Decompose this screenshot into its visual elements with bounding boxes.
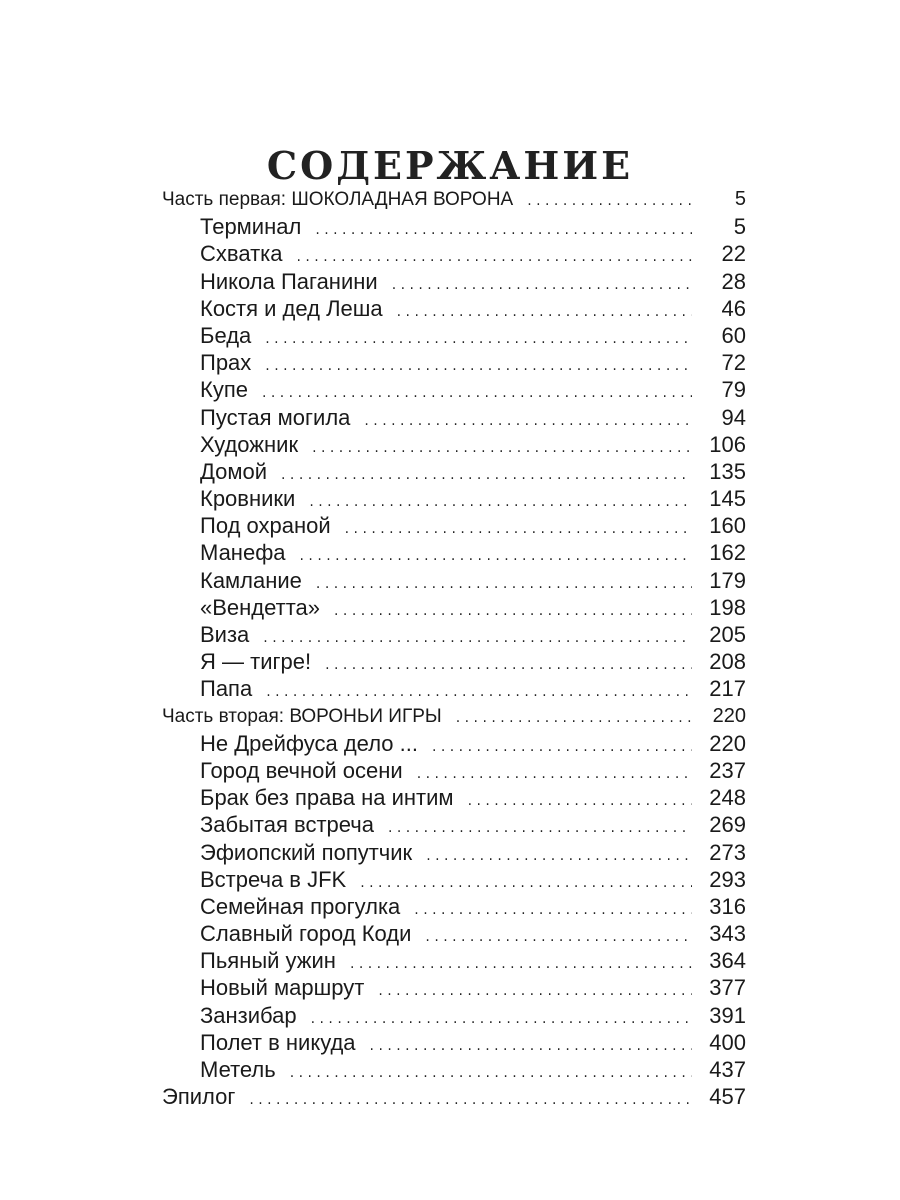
toc-chapter-entry-title: Эфиопский попутчик (200, 839, 413, 865)
toc-chapter-entry-title: Под охраной (200, 513, 331, 539)
toc-chapter-entry-page-number: 198 (709, 594, 746, 620)
toc-chapter-entry-title: Схватка (200, 241, 283, 267)
dot-leader (527, 188, 692, 215)
toc-chapter-entry-title: Купе (200, 377, 248, 403)
toc-chapter-entry-title: Встреча в JFK (200, 866, 347, 892)
toc-chapter-entry-title: Никола Паганини (200, 268, 378, 294)
toc-chapter-entry-title: Новый маршрут (200, 975, 365, 1001)
toc-chapter-entry[interactable] (162, 621, 746, 648)
toc-heading: СОДЕРЖАНИЕ (266, 143, 634, 189)
toc-chapter-entry[interactable] (162, 512, 746, 539)
toc-chapter-entry-page-number: 217 (709, 676, 746, 702)
toc-chapter-entry-title: Полет в никуда (200, 1029, 356, 1055)
toc-chapter-entry[interactable] (162, 594, 746, 621)
toc-chapter-entry-page-number: 5 (733, 214, 746, 240)
toc-chapter-entry[interactable] (162, 567, 746, 594)
toc-chapter-entry-title: Домой (200, 458, 268, 484)
toc-part-entry-page-number: 5 (734, 188, 746, 210)
toc-chapter-entry[interactable] (162, 784, 746, 811)
toc-chapter-entry-page-number: 22 (721, 241, 746, 267)
toc-chapter-entry[interactable] (162, 757, 746, 784)
toc-chapter-entry[interactable] (162, 349, 746, 376)
toc-chapter-entry-title: Пьяный ужин (200, 948, 336, 974)
toc-chapter-entry[interactable] (162, 866, 746, 893)
toc-chapter-entry-title: Я — тигре! (200, 649, 312, 675)
toc-epilogue-entry-page-number: 457 (709, 1084, 746, 1110)
toc-chapter-entry-title: Костя и дед Леша (200, 295, 383, 321)
toc-chapter-entry-page-number: 269 (709, 812, 746, 838)
toc-chapter-entry[interactable] (162, 893, 746, 920)
toc-chapter-entry-title: Пустая могила (200, 404, 351, 430)
toc-chapter-entry-page-number: 364 (709, 948, 746, 974)
table-of-contents (162, 186, 746, 1110)
toc-chapter-entry-page-number: 60 (721, 322, 746, 348)
toc-chapter-entry[interactable] (162, 1056, 746, 1083)
toc-chapter-entry-title: Забытая встреча (200, 812, 374, 838)
toc-chapter-entry-title: Метель (200, 1057, 276, 1082)
toc-chapter-entry-title: Камлание (200, 567, 302, 593)
toc-chapter-entry-page-number: 205 (709, 622, 746, 647)
toc-chapter-entry-title: Славный город Коди (200, 921, 412, 947)
toc-chapter-entry[interactable] (162, 240, 746, 267)
toc-chapter-entry[interactable] (162, 1029, 746, 1056)
toc-chapter-entry-title: Кровники (200, 486, 296, 512)
toc-chapter-entry-page-number: 28 (721, 268, 746, 294)
toc-epilogue-entry-title: Эпилог (162, 1084, 236, 1110)
toc-chapter-entry-title: Семейная прогулка (200, 893, 401, 919)
toc-part-entry-title: Часть первая: ШОКОЛАДНАЯ ВОРОНА (162, 189, 514, 210)
toc-chapter-entry-page-number: 179 (709, 567, 746, 593)
toc-chapter-entry-page-number: 237 (709, 757, 746, 783)
toc-chapter-entry-page-number: 343 (709, 921, 746, 947)
toc-chapter-entry-page-number: 162 (709, 540, 746, 566)
toc-chapter-entry-title: Папа (200, 676, 253, 702)
toc-chapter-entry-title: Город вечной осени (200, 757, 403, 783)
toc-chapter-entry[interactable] (162, 485, 746, 512)
toc-chapter-entry[interactable] (162, 404, 746, 431)
toc-chapter-entry[interactable] (162, 947, 746, 974)
toc-chapter-entry[interactable] (162, 322, 746, 349)
toc-chapter-entry-title: Занзибар (200, 1002, 297, 1028)
toc-chapter-entry-page-number: 400 (709, 1029, 746, 1055)
toc-chapter-entry[interactable] (162, 839, 746, 866)
toc-chapter-entry[interactable] (162, 730, 746, 757)
toc-chapter-entry[interactable] (162, 675, 746, 702)
toc-chapter-entry[interactable] (162, 213, 746, 240)
toc-chapter-entry[interactable] (162, 974, 746, 1001)
dot-leader (249, 1087, 692, 1114)
toc-chapter-entry[interactable] (162, 539, 746, 566)
toc-chapter-entry[interactable] (162, 920, 746, 947)
toc-chapter-entry-page-number: 135 (709, 458, 746, 484)
toc-chapter-entry-page-number: 316 (709, 893, 746, 919)
toc-chapter-entry-page-number: 391 (709, 1002, 746, 1028)
toc-chapter-entry-title: Не Дрейфуса дело ... (200, 730, 418, 756)
toc-chapter-entry[interactable] (162, 431, 746, 458)
toc-chapter-entry-title: Беда (200, 322, 252, 348)
toc-chapter-entry-title: Прах (200, 350, 252, 376)
toc-chapter-entry-page-number: 377 (709, 975, 746, 1001)
toc-chapter-entry-title: «Вендетта» (200, 594, 321, 620)
toc-chapter-entry-page-number: 208 (709, 649, 746, 675)
toc-chapter-entry[interactable] (162, 1002, 746, 1029)
toc-chapter-entry-page-number: 273 (709, 839, 746, 865)
toc-chapter-entry-page-number: 293 (709, 866, 746, 892)
toc-chapter-entry-page-number: 94 (721, 404, 746, 430)
toc-chapter-entry-page-number: 220 (709, 730, 746, 756)
toc-chapter-entry-page-number: 46 (721, 295, 746, 321)
toc-chapter-entry-title: Виза (200, 622, 250, 647)
toc-chapter-entry[interactable] (162, 295, 746, 322)
toc-chapter-entry-title: Художник (200, 431, 299, 457)
toc-chapter-entry-page-number: 145 (709, 486, 746, 512)
toc-chapter-entry[interactable] (162, 376, 746, 403)
toc-part-entry-title: Часть вторая: ВОРОНЬИ ИГРЫ (162, 705, 442, 727)
dot-leader (456, 705, 692, 732)
toc-chapter-entry-page-number: 437 (709, 1057, 746, 1082)
toc-chapter-entry-title: Брак без права на интим (200, 785, 454, 811)
toc-chapter-entry-page-number: 248 (709, 785, 746, 811)
toc-chapter-entry-title: Манефа (200, 540, 286, 566)
toc-chapter-entry-page-number: 79 (721, 377, 746, 403)
toc-chapter-entry-title: Терминал (200, 214, 302, 240)
toc-chapter-entry[interactable] (162, 648, 746, 675)
toc-epilogue-entry[interactable] (162, 1083, 746, 1110)
toc-part-entry[interactable] (162, 186, 746, 213)
toc-chapter-entry-page-number: 106 (709, 431, 746, 457)
toc-chapter-entry[interactable] (162, 811, 746, 838)
toc-part-entry[interactable] (162, 703, 746, 730)
toc-chapter-entry-page-number: 72 (721, 350, 746, 376)
toc-chapter-entry-page-number: 160 (709, 513, 746, 539)
toc-chapter-entry[interactable] (162, 458, 746, 485)
toc-part-entry-page-number: 220 (712, 704, 746, 727)
toc-chapter-entry[interactable] (162, 268, 746, 295)
